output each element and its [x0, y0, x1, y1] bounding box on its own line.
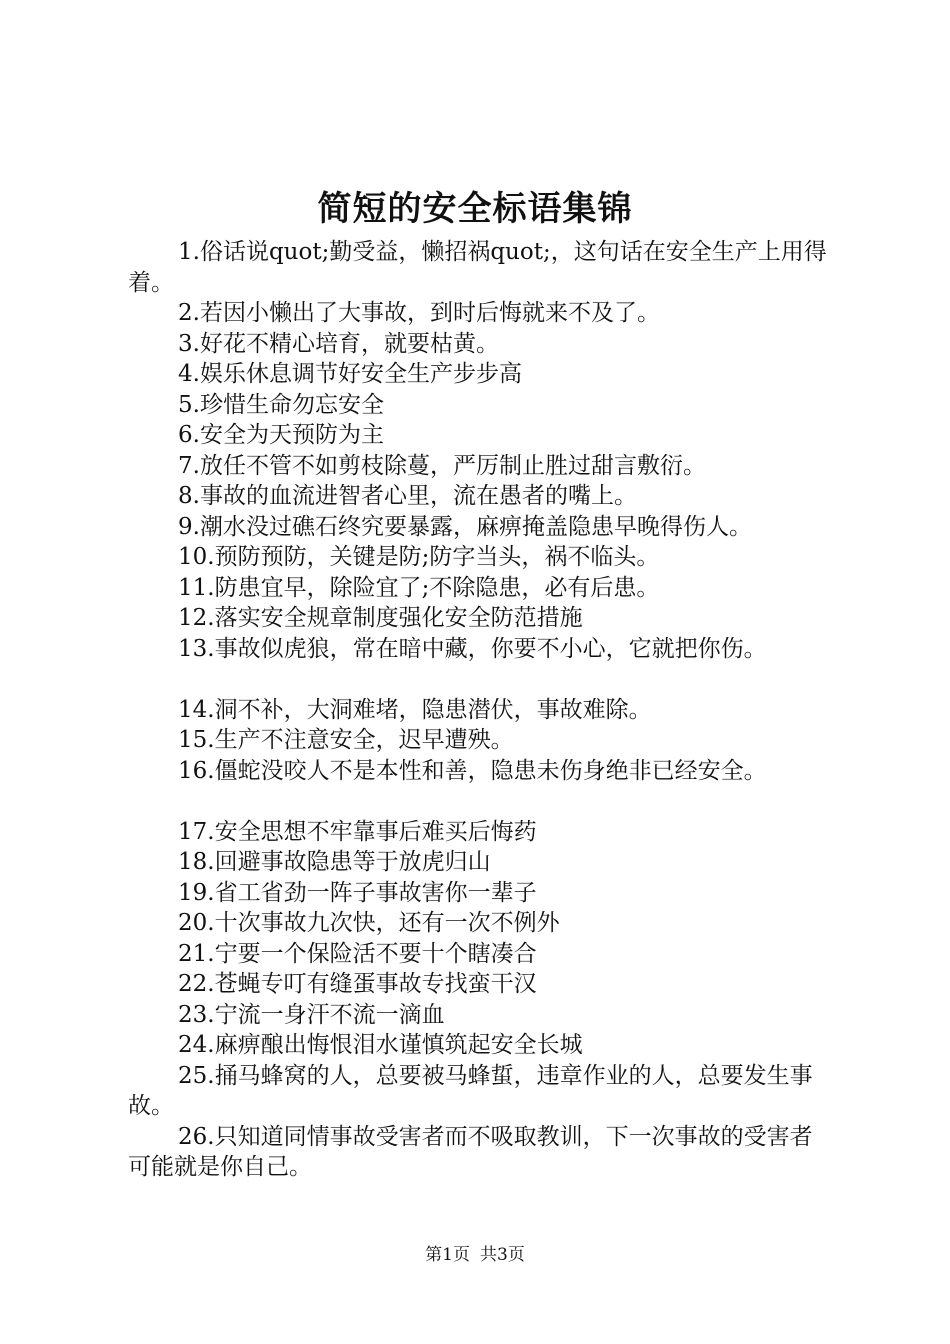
slogan-paragraph: 7.放任不管不如剪枝除蔓，严厉制止胜过甜言敷衍。	[178, 452, 706, 479]
slogan-paragraph: 1.俗话说quot;勤受益，懒招祸quot;，这句话在安全生产上用得着。	[128, 239, 827, 296]
slogan-paragraph: 13.事故似虎狼，常在暗中藏，你要不小心，它就把你伤。	[178, 635, 767, 662]
slogan-paragraph: 17.安全思想不牢靠事后难买后悔药	[178, 818, 537, 845]
slogan-paragraph: 25.捅马蜂窝的人，总要被马蜂蜇，违章作业的人，总要发生事故。	[128, 1062, 813, 1119]
slogan-paragraph: 15.生产不注意安全，迟早遭殃。	[178, 727, 514, 753]
slogan-paragraph: 23.宁流一身汗不流一滴血	[178, 1001, 445, 1028]
slogan-paragraph: 16.僵蛇没咬人不是本性和善，隐患未伤身绝非已经安全。	[178, 757, 767, 784]
slogan-paragraph: 24.麻痹酿出悔恨泪水谨慎筑起安全长城	[178, 1032, 583, 1058]
slogan-paragraph: 20.十次事故九次快，还有一次不例外	[178, 910, 560, 936]
slogan-paragraph: 10.预防预防，关键是防;防字当头，祸不临头。	[178, 544, 660, 570]
document-title: 简短的安全标语集锦	[317, 189, 633, 229]
slogan-paragraph: 9.潮水没过礁石终究要暴露，麻痹掩盖隐患早晚得伤人。	[178, 513, 752, 540]
page-number: 第1页	[425, 1245, 470, 1265]
document-body	[128, 237, 833, 1183]
slogan-paragraph: 5.珍惜生命勿忘安全	[178, 391, 384, 418]
slogan-paragraph: 19.省工省劲一阵子事故害你一辈子	[178, 879, 537, 906]
slogan-paragraph: 3.好花不精心培育，就要枯黄。	[178, 330, 499, 357]
slogan-paragraph: 4.娱乐休息调节好安全生产步步高	[178, 361, 522, 387]
slogan-paragraph: 21.宁要一个保险活不要十个瞎凑合	[178, 940, 537, 967]
page-footer	[0, 1243, 950, 1267]
slogan-paragraph: 22.苍蝇专叮有缝蛋事故专找蛮干汉	[178, 971, 537, 997]
slogan-paragraph: 18.回避事故隐患等于放虎归山	[178, 849, 491, 875]
slogan-paragraph: 12.落实安全规章制度强化安全防范措施	[178, 605, 583, 631]
slogan-paragraph: 14.洞不补，大洞难堵，隐患潜伏，事故难除。	[178, 696, 652, 723]
page-total: 共3页	[480, 1245, 525, 1265]
slogan-paragraph: 26.只知道同情事故受害者而不吸取教训，下一次事故的受害者可能就是你自己。	[128, 1123, 813, 1180]
slogan-paragraph: 8.事故的血流进智者心里，流在愚者的嘴上。	[178, 483, 637, 509]
slogan-paragraph: 11.防患宜早，除险宜了;不除隐患，必有后患。	[178, 574, 660, 601]
slogan-paragraph: 6.安全为天预防为主	[178, 422, 384, 448]
slogan-paragraph: 2.若因小懒出了大事故，到时后悔就来不及了。	[178, 300, 660, 326]
